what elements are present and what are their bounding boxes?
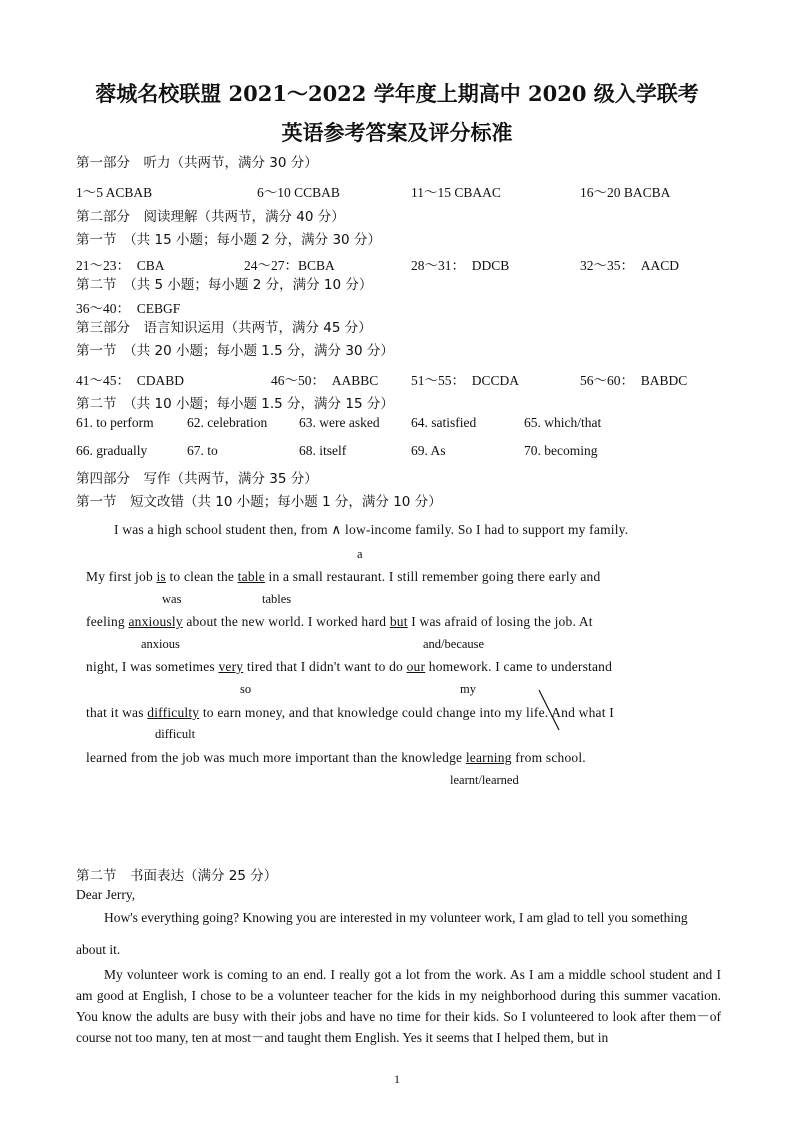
- correction-line: My first job is to clean the table in a small restaurant. I still remember going there early and: [86, 569, 601, 584]
- letter-paragraph: My volunteer work is coming to an end. I really got a lot from the work. As I am a middle school student and I am good at English, I chose to be a volunteer teacher for the kids in my neighborhood during this summer vacation. You know the adults are busy with their jobs and have no time for their kids. So I volunteered to look after them－of course not too many, ten at most－and taught them English. Yes it seems that I helped them, but in: [76, 967, 721, 1045]
- answer-group: 11～15 CBAAC: [411, 185, 501, 200]
- answer-group: 1～5 ACBAB: [76, 185, 153, 200]
- correction-note: so: [240, 682, 252, 696]
- correction-note: anxious: [141, 637, 180, 651]
- letter-paragraph: How's everything going? Knowing you are interested in my volunteer work, I am glad to tell you something: [104, 910, 688, 925]
- correction-note: and/because: [423, 637, 485, 651]
- correction-line: I was a high school student then, from ∧ low-income family. So I had to support my family.: [114, 522, 629, 537]
- correction-note: learnt/learned: [450, 773, 519, 787]
- answer-group: 36～40： CEBGF: [76, 301, 181, 316]
- answer-group: 28～31： DDCB: [411, 258, 510, 273]
- answer-item: 70. becoming: [524, 443, 598, 458]
- answer-item: 66. gradually: [76, 443, 148, 458]
- answer-group: 46～50： AABBC: [271, 373, 379, 388]
- part3-sec2-heading: 第二节 （共 10 小题；每小题 1.5 分，满分 15 分）: [76, 396, 394, 412]
- correction-note: my: [460, 682, 476, 696]
- answer-group: 21～23： CBA: [76, 258, 165, 273]
- deletion-slash: [535, 688, 565, 734]
- correction-line: learned from the job was much more important than the knowledge learning from school.: [86, 750, 586, 765]
- answer-group: 24～27：BCBA: [244, 258, 335, 273]
- part4-sec2-heading: 第二节 书面表达（满分 25 分）: [76, 868, 278, 884]
- part4-heading: 第四部分 写作（共两节，满分 35 分）: [76, 471, 318, 487]
- answer-group: 32～35： AACD: [580, 258, 680, 273]
- part2-heading: 第二部分 阅读理解（共两节，满分 40 分）: [76, 209, 345, 225]
- correction-line: feeling anxiously about the new world. I worked hard but I was afraid of losing the job. At: [86, 614, 593, 629]
- answer-group: 41～45： CDABD: [76, 373, 185, 388]
- answer-group: 56～60： BABDC: [580, 373, 688, 388]
- part2-sec1-heading: 第一节 （共 15 小题；每小题 2 分，满分 30 分）: [76, 232, 381, 248]
- answer-item: 61. to perform: [76, 415, 154, 430]
- answer-item: 68. itself: [299, 443, 347, 458]
- correction-line: night, I was sometimes very tired that I didn't want to do our homework. I came to understand: [86, 659, 613, 674]
- page-number: 1: [394, 1072, 400, 1086]
- page-subtitle: 英语参考答案及评分标准: [281, 120, 513, 145]
- answer-group: 16～20 BACBA: [580, 185, 671, 200]
- part2-sec2-heading: 第二节 （共 5 小题；每小题 2 分，满分 10 分）: [76, 277, 373, 293]
- part1-heading: 第一部分 听力（共两节，满分 30 分）: [76, 155, 318, 171]
- part4-sec1-heading: 第一节 短文改错（共 10 小题；每小题 1 分，满分 10 分）: [76, 494, 442, 510]
- correction-note: was: [162, 592, 182, 606]
- correction-note: a: [357, 547, 363, 561]
- answer-item: 64. satisfied: [411, 415, 477, 430]
- correction-note: tables: [262, 592, 292, 606]
- answer-group: 6～10 CCBAB: [257, 185, 340, 200]
- correction-line: that it was difficulty to earn money, and that knowledge could change into my life. And what I: [86, 705, 614, 720]
- insert-mark: ∧: [331, 522, 342, 537]
- answer-item: 62. celebration: [187, 415, 268, 430]
- answer-item: 65. which/that: [524, 415, 602, 430]
- answer-item: 67. to: [187, 443, 218, 458]
- correction-note: difficult: [155, 727, 196, 741]
- answer-group: 51～55： DCCDA: [411, 373, 520, 388]
- part3-heading: 第三部分 语言知识运用（共两节，满分 45 分）: [76, 320, 372, 336]
- letter-paragraph: about it.: [76, 942, 121, 957]
- part3-sec1-heading: 第一节 （共 20 小题；每小题 1.5 分，满分 30 分）: [76, 343, 394, 359]
- answer-item: 63. were asked: [299, 415, 380, 430]
- answer-item: 69. As: [411, 443, 446, 458]
- letter-greeting: Dear Jerry,: [76, 887, 136, 902]
- page-title: 蓉城名校联盟 2021～2022 学年度上期高中 2020 级入学联考: [95, 81, 699, 106]
